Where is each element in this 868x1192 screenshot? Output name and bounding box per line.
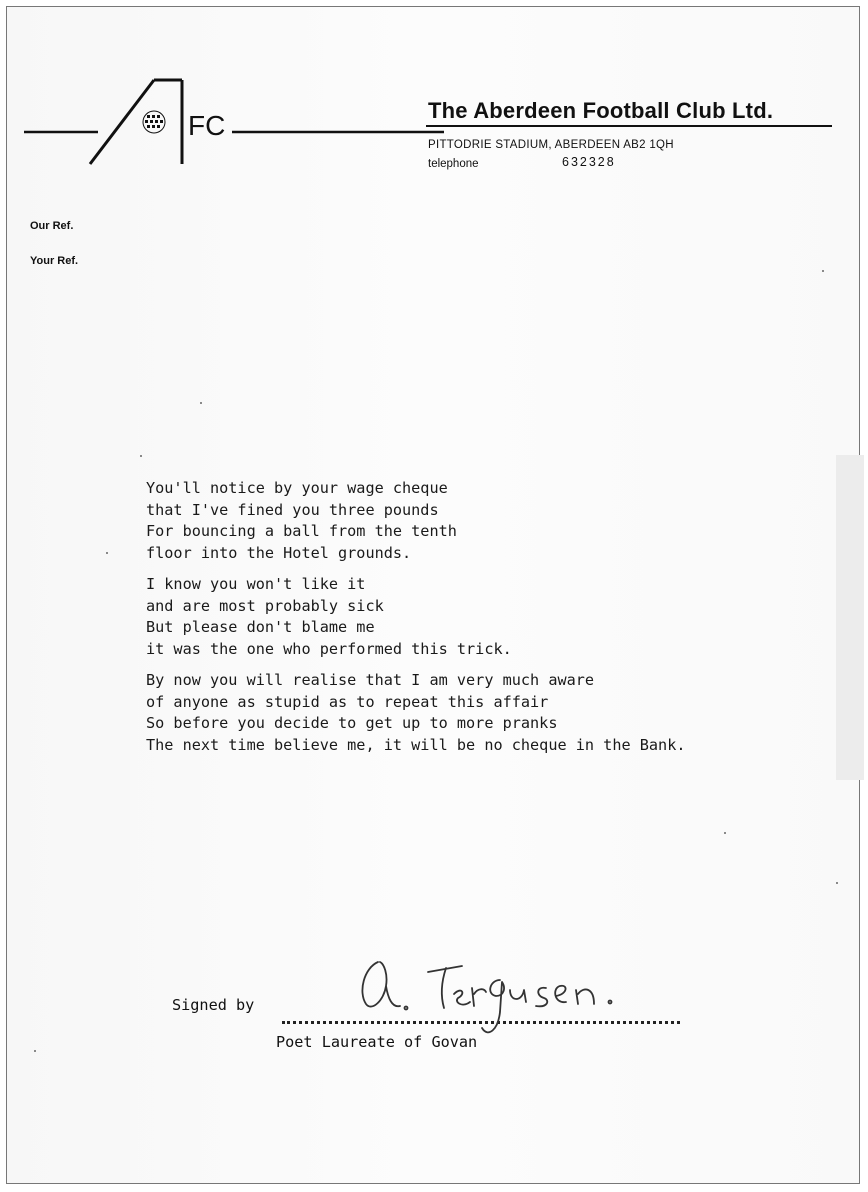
club-address: PITTODRIE STADIUM, ABERDEEN AB2 1QH xyxy=(428,139,674,151)
paper-speck xyxy=(200,402,202,404)
poem-line: and are most probably sick xyxy=(146,596,384,615)
poem-line: The next time believe me, it will be no cheque in the Bank. xyxy=(146,735,686,754)
ball-icon xyxy=(143,111,165,133)
paper-speck xyxy=(836,882,838,884)
poem-line: You'll notice by your wage cheque xyxy=(146,479,448,497)
poem-line: floor into the Hotel grounds. xyxy=(146,543,412,562)
poem-line: So before you decide to get up to more pranks xyxy=(146,714,558,732)
paper-shadow xyxy=(836,455,864,780)
handwritten-signature xyxy=(350,950,620,1045)
paper-speck xyxy=(822,270,824,272)
poem-line: For bouncing a ball from the tenth xyxy=(146,522,457,540)
stanza xyxy=(146,574,685,660)
stanza xyxy=(146,478,685,564)
poem-line: But please don't blame me xyxy=(146,618,375,636)
poem-line: it was the one who performed this trick. xyxy=(146,639,512,658)
club-logo xyxy=(24,72,444,172)
poem-line: By now you will realise that I am very much aware xyxy=(146,671,595,689)
club-name: The Aberdeen Football Club Ltd. xyxy=(428,98,774,123)
letterhead-rule xyxy=(426,125,832,127)
our-ref-label: Our Ref. xyxy=(30,220,74,232)
paper-speck xyxy=(724,832,726,834)
poem-line: I know you won't like it xyxy=(146,575,366,593)
paper-speck xyxy=(34,1050,36,1052)
poem-body xyxy=(146,478,685,766)
signed-by-label: Signed by xyxy=(172,996,255,1014)
telephone-number: 632328 xyxy=(562,155,616,169)
telephone-label: telephone xyxy=(428,158,479,170)
your-ref-label: Your Ref. xyxy=(30,255,79,267)
stanza xyxy=(146,670,685,756)
poem-line: that I've fined you three pounds xyxy=(146,500,439,519)
poem-line: of anyone as stupid as to repeat this affair xyxy=(146,692,549,711)
paper-speck xyxy=(140,455,142,457)
logo-text: FC xyxy=(188,110,226,141)
signatory-title: Poet Laureate of Govan xyxy=(276,1033,478,1051)
paper-speck xyxy=(106,552,108,554)
